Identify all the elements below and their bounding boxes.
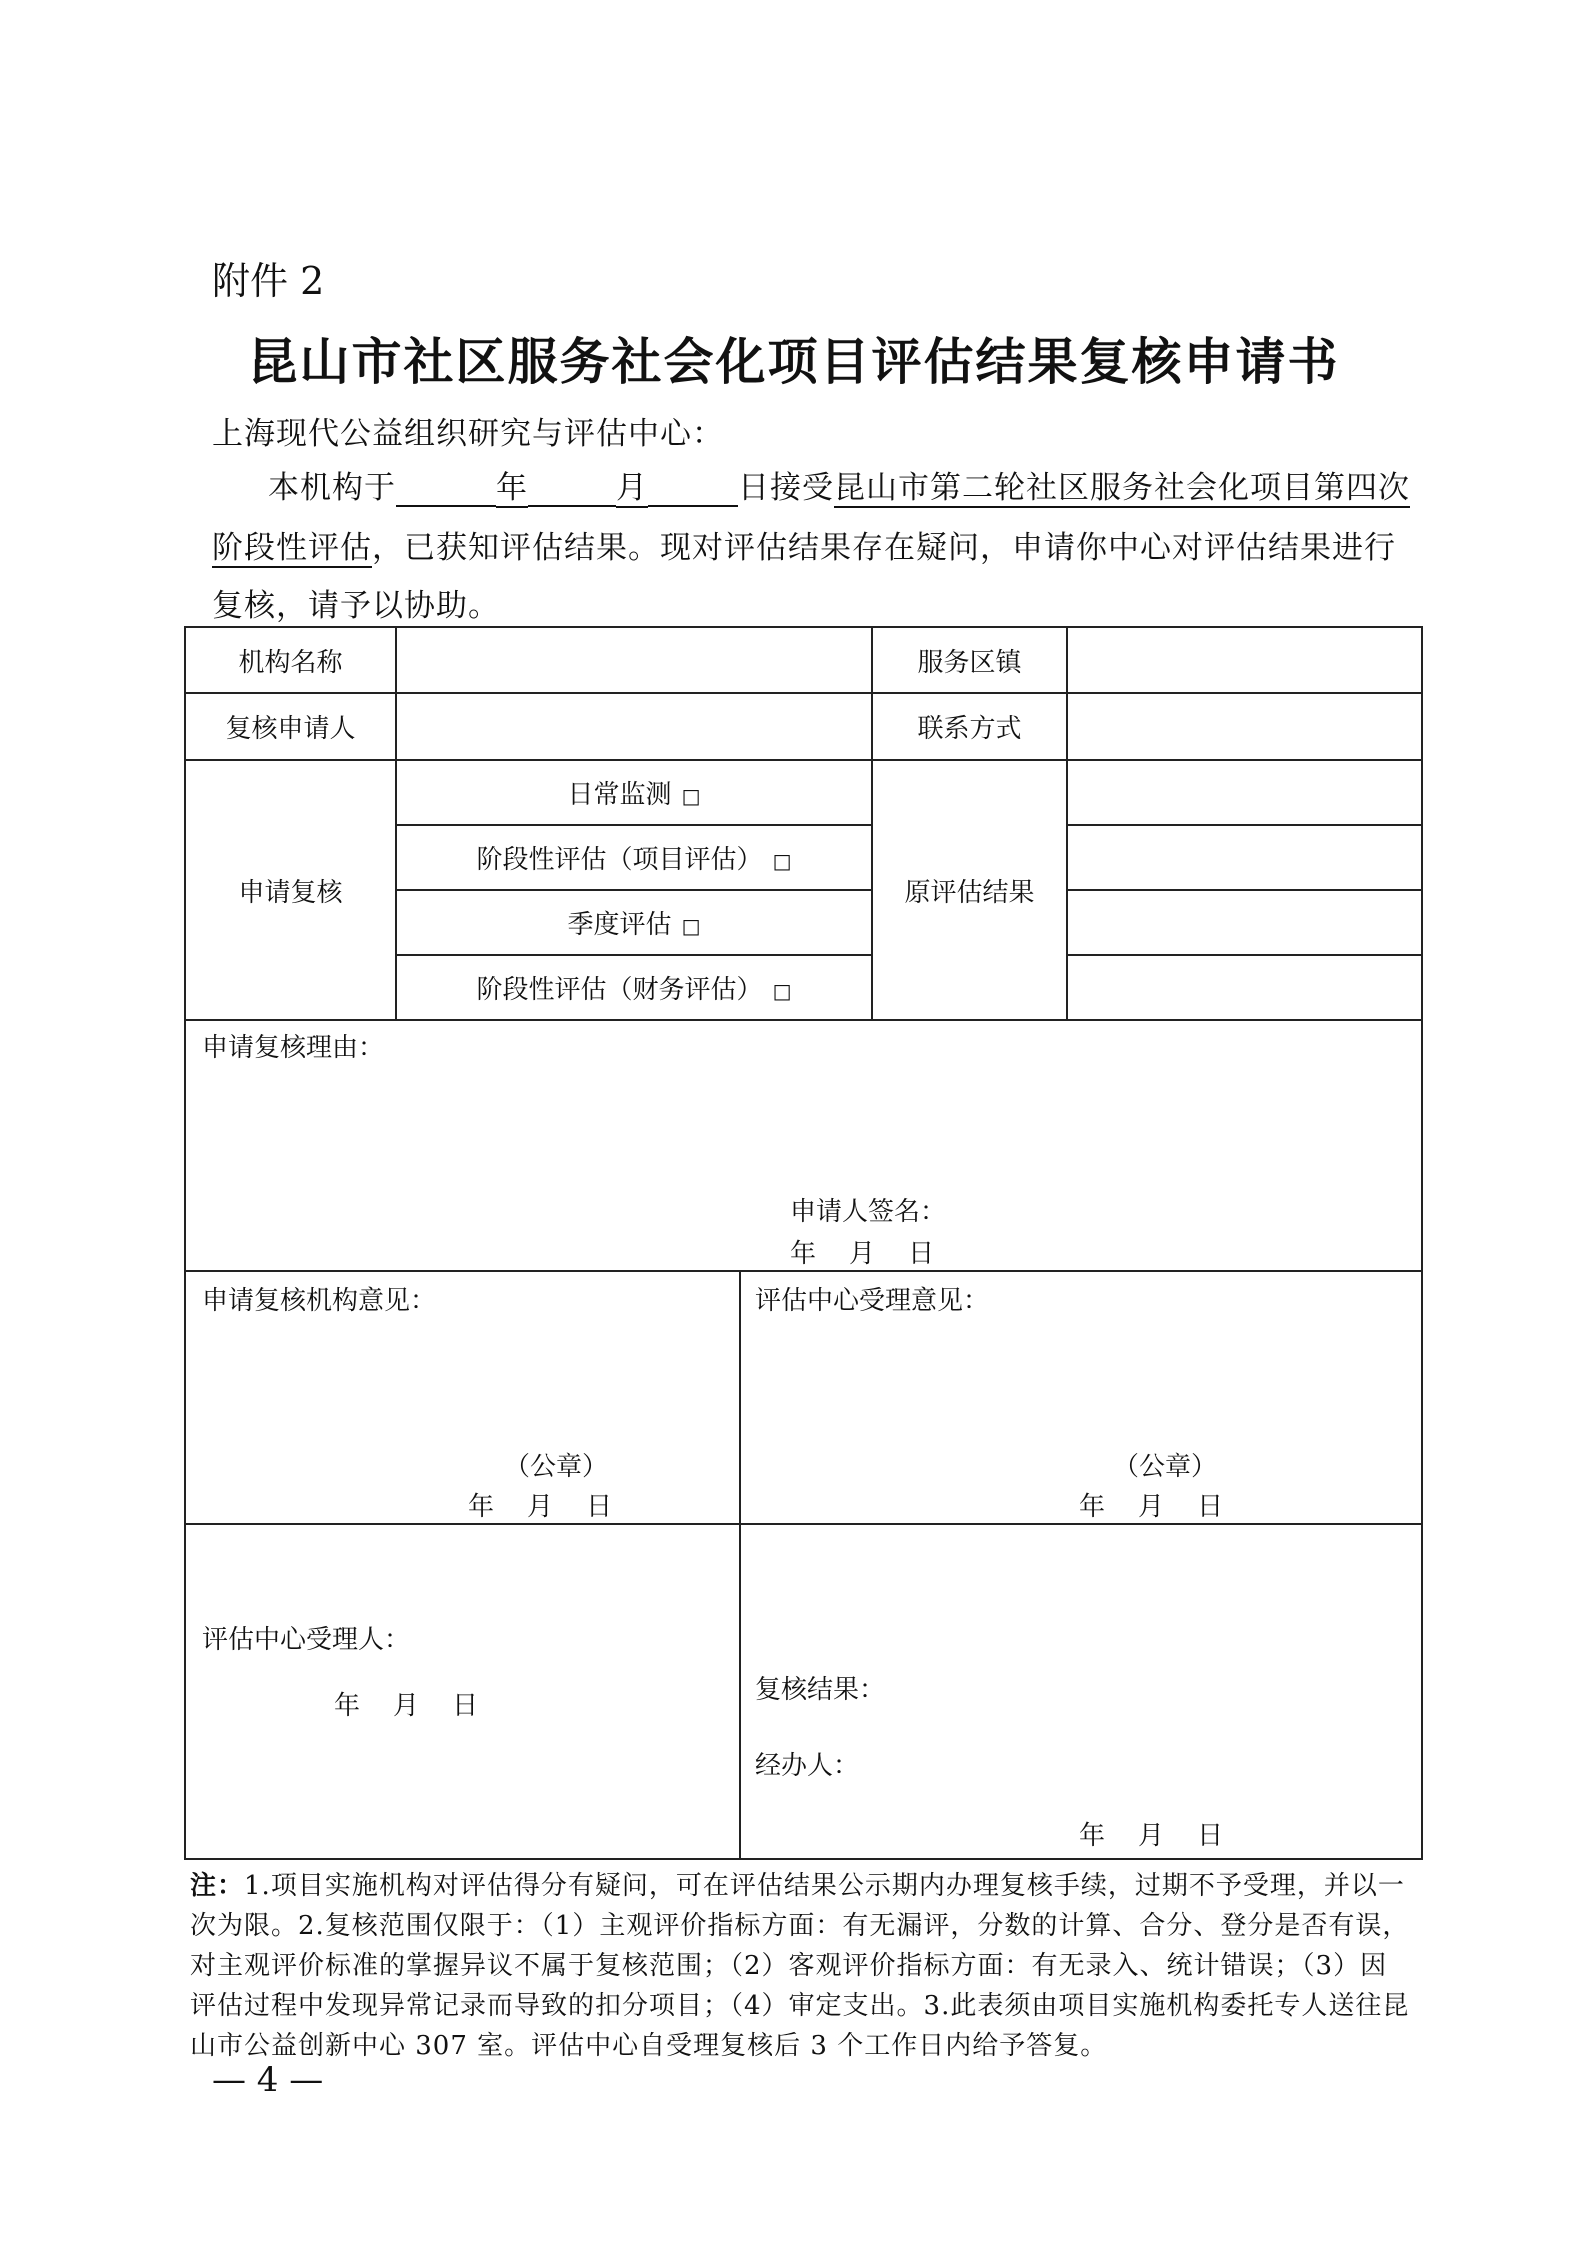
original-result-field-2[interactable] bbox=[1067, 825, 1422, 890]
intro-prefix: 本机构于 bbox=[268, 470, 396, 506]
intro-year: 年 bbox=[496, 470, 528, 506]
original-result-field-1[interactable] bbox=[1067, 760, 1422, 825]
review-result-label: 复核结果： bbox=[755, 1675, 886, 1705]
center-opinion-label: 评估中心受理意见： bbox=[755, 1286, 990, 1316]
notes bbox=[190, 1866, 1410, 2066]
project-name-b: 阶段性评估 bbox=[212, 530, 372, 566]
intro-line-1 bbox=[268, 462, 1410, 507]
intro-rest: ，已获知评估结果。现对评估结果存在疑问，申请你中心对评估结果进行 bbox=[372, 530, 1396, 566]
org-name-label: 机构名称 bbox=[185, 627, 396, 693]
org-opinion-date: 年 月 日 bbox=[468, 1492, 613, 1522]
option-stage-finance[interactable]: 阶段性评估（财务评估） □ bbox=[396, 955, 872, 1020]
day-blank[interactable] bbox=[648, 471, 738, 507]
option-stage-project[interactable]: 阶段性评估（项目评估） □ bbox=[396, 825, 872, 890]
intro-month: 月 bbox=[616, 470, 648, 506]
org-seal: （公章） bbox=[504, 1452, 609, 1482]
receiver-date: 年 月 日 bbox=[334, 1691, 479, 1721]
center-seal: （公章） bbox=[1113, 1452, 1218, 1482]
option-quarterly[interactable]: 季度评估 □ bbox=[396, 890, 872, 955]
result-date: 年 月 日 bbox=[1079, 1821, 1224, 1851]
org-opinion-cell[interactable] bbox=[185, 1271, 740, 1524]
option-daily-monitoring[interactable]: 日常监测 □ bbox=[396, 760, 872, 825]
checkbox-icon[interactable]: □ bbox=[772, 849, 792, 873]
center-opinion-cell[interactable] bbox=[740, 1271, 1422, 1524]
checkbox-icon[interactable]: □ bbox=[772, 979, 792, 1003]
intro-line-3: 复核，请予以协助。 bbox=[212, 588, 500, 624]
project-name-a: 昆山市第二轮社区服务社会化项目第四次 bbox=[834, 470, 1410, 506]
applicant-label: 复核申请人 bbox=[185, 693, 396, 760]
salutation: 上海现代公益组织研究与评估中心： bbox=[212, 416, 724, 452]
receiver-cell[interactable] bbox=[185, 1524, 740, 1859]
month-blank[interactable] bbox=[528, 471, 616, 507]
notes-lead: 注： bbox=[190, 1871, 245, 1901]
handler-label: 经办人： bbox=[755, 1751, 860, 1781]
checkbox-icon[interactable]: □ bbox=[681, 914, 701, 938]
contact-label: 联系方式 bbox=[872, 693, 1067, 760]
receiver-label: 评估中心受理人： bbox=[202, 1625, 411, 1655]
reason-label: 申请复核理由： bbox=[202, 1033, 385, 1063]
apply-review-label: 申请复核 bbox=[185, 760, 396, 1020]
notes-text: 1.项目实施机构对评估得分有疑问，可在评估结果公示期内办理复核手续，过期不予受理，并以一次为限。2.复核范围仅限于：（1）主观评价指标方面：有无漏评，分数的计算、合分、登分是否有误，对主观评价标准的掌握异议不属于复核范围；（2）客观评价指标方面：有无录入、统计错误；（3）因评估过程中发现异常记录而导致的扣分项目；（4）审定支出。3.此表须由项目实施机构委托专人送往昆山市公益创新中心 307 室。评估中心自受理复核后 3 个工作日内给予答复。 bbox=[190, 1871, 1410, 2061]
applicant-field[interactable] bbox=[396, 693, 872, 760]
org-name-field[interactable] bbox=[396, 627, 872, 693]
result-cell[interactable] bbox=[740, 1524, 1422, 1859]
attachment-label: 附件 2 bbox=[212, 259, 325, 303]
center-opinion-date: 年 月 日 bbox=[1079, 1492, 1224, 1522]
intro-day: 日接受 bbox=[738, 470, 834, 506]
org-opinion-label: 申请复核机构意见： bbox=[202, 1286, 437, 1316]
page-number: — 4 — bbox=[212, 2060, 324, 2100]
reason-date: 年 月 日 bbox=[790, 1239, 935, 1269]
year-blank[interactable] bbox=[396, 471, 496, 507]
contact-field[interactable] bbox=[1067, 693, 1422, 760]
original-result-label: 原评估结果 bbox=[872, 760, 1067, 1020]
original-result-field-4[interactable] bbox=[1067, 955, 1422, 1020]
original-result-field-3[interactable] bbox=[1067, 890, 1422, 955]
review-form-table bbox=[184, 626, 1423, 1860]
service-area-field[interactable] bbox=[1067, 627, 1422, 693]
intro-line-2 bbox=[212, 522, 1396, 567]
service-area-label: 服务区镇 bbox=[872, 627, 1067, 693]
reason-cell[interactable] bbox=[185, 1020, 1422, 1271]
document-title: 昆山市社区服务社会化项目评估结果复核申请书 bbox=[247, 332, 1340, 391]
applicant-sign-label: 申请人签名： bbox=[790, 1197, 947, 1227]
checkbox-icon[interactable]: □ bbox=[681, 784, 701, 808]
